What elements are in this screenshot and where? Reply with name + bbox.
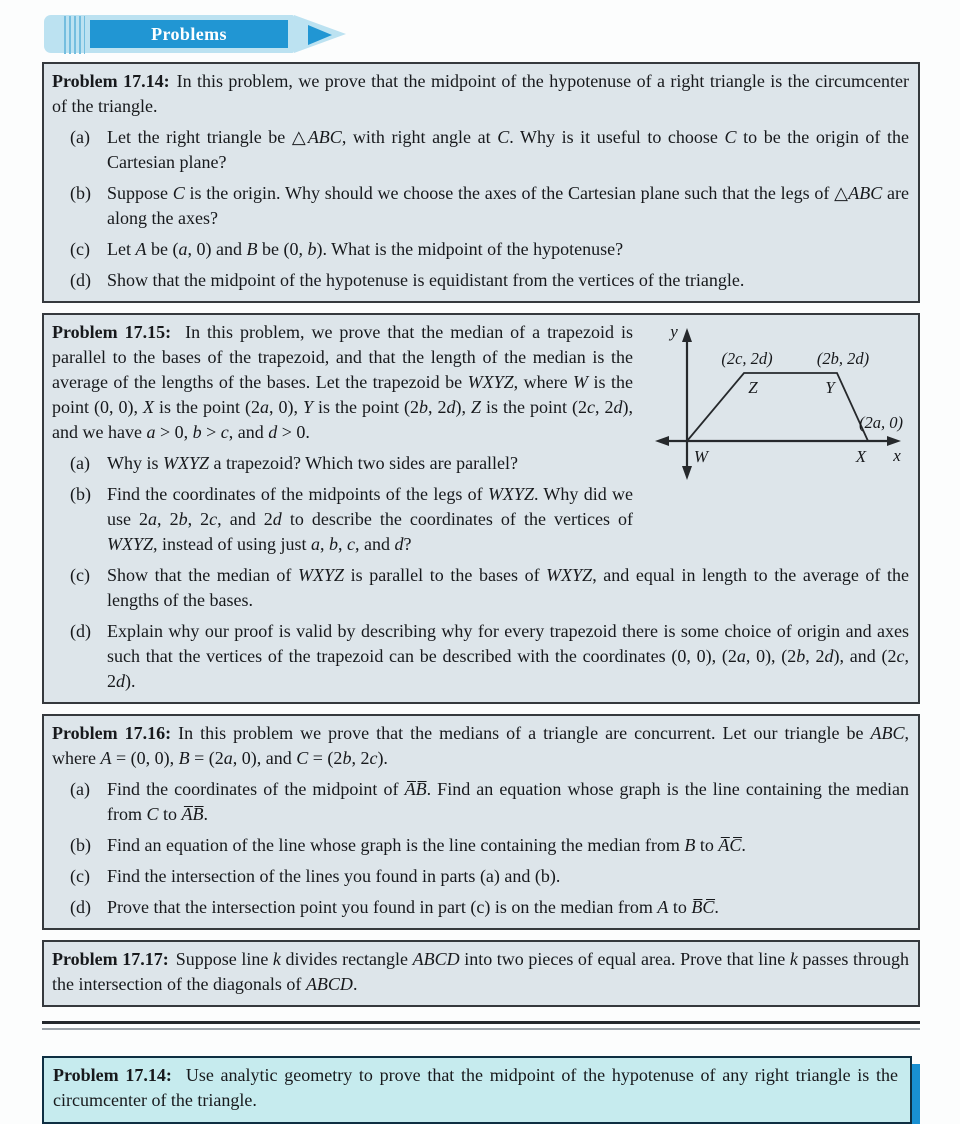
- coord-label-z: (2c, 2d): [721, 349, 773, 368]
- restatement-text: Use analytic geometry to prove that the midpoint of the hypotenuse of any right triangle is the circumcenter of the triangle.: [53, 1065, 898, 1110]
- part-label: (c): [70, 565, 90, 585]
- problem-part-b: [70, 181, 909, 231]
- problem-box-17-15: [42, 313, 920, 704]
- part-label: (d): [70, 621, 91, 641]
- problem-restatement-box: [42, 1056, 912, 1124]
- problem-intro-text: In this problem we prove that the medians of a triangle are concurrent. Let our triangle be ABC, where A = (0, 0), B = (2a, 0), and C = (2b, 2c).: [52, 723, 909, 768]
- part-text: Suppose C is the origin. Why should we choose the axes of the Cartesian plane such that the legs of △ABC are along the axes?: [107, 183, 909, 228]
- problem-part-c: [70, 864, 909, 889]
- part-text: Show that the midpoint of the hypotenuse is equidistant from the vertices of the triangle.: [107, 270, 745, 290]
- part-label: (d): [70, 897, 91, 917]
- problem-intro-text: In this problem, we prove that the median of a trapezoid is parallel to the bases of the trapezoid, and that the length of the median is the average of the lengths of the bases. Let the trapezoid be WXYZ, where W is the point (0, 0), X is the point (2a, 0), Y is the point (2b, 2d), Z is the point (2c, 2d), and we have a > 0, b > c, and d > 0.: [52, 322, 634, 442]
- problem-title: Problem 17.16:: [52, 723, 172, 743]
- y-axis-label: y: [670, 322, 678, 341]
- y-axis-up-arrow: [682, 328, 692, 342]
- vertex-label-x: X: [855, 447, 867, 466]
- part-text: Why is WXYZ a trapezoid? Which two sides are parallel?: [107, 453, 519, 473]
- y-axis-down-arrow: [682, 466, 692, 480]
- part-label: (a): [70, 127, 90, 147]
- problem-statement: [52, 721, 909, 771]
- part-text: Let A be (a, 0) and B be (0, b). What is the midpoint of the hypotenuse?: [107, 239, 624, 259]
- problem-part-a: [70, 777, 909, 827]
- part-text: Explain why our proof is valid by describing why for every trapezoid there is some choice of origin and axes such that the vertices of the trapezoid can be described with the coordinates (0, 0), (2a, 0), (2b, 2d), and (2c, 2d).: [107, 621, 909, 691]
- part-text: Find the coordinates of the midpoints of the legs of WXYZ. Why did we use 2a, 2b, 2c, and 2d to describe the coordinates of the vertices of WXYZ, instead of using just a, b, c, and d?: [107, 484, 634, 554]
- separator-rule-dark: [42, 1021, 920, 1024]
- problem-title: Problem 17.15:: [52, 322, 172, 342]
- problem-intro-text: Suppose line k divides rectangle ABCD into two pieces of equal area. Prove that line k passes through the intersection of the diagonals of ABCD.: [52, 949, 909, 994]
- part-label: (a): [70, 453, 90, 473]
- part-label: (c): [70, 866, 90, 886]
- part-text: Prove that the intersection point you found in part (c) is on the median from A to B̅C̅.: [107, 897, 719, 917]
- problem-part-d: [70, 619, 909, 694]
- coord-label-y: (2b, 2d): [816, 349, 870, 368]
- x-axis-left-arrow: [655, 436, 669, 446]
- part-text: Let the right triangle be △ABC, with right angle at C. Why is it useful to choose C to be the origin of the Cartesian plane?: [107, 127, 910, 172]
- trapezoid-diagram: [647, 320, 909, 485]
- pencil-tip-icon: [308, 25, 332, 45]
- pencil-stripes-icon: [61, 16, 85, 54]
- problem-part-c: [70, 563, 909, 613]
- part-text: Find the intersection of the lines you found in parts (a) and (b).: [107, 866, 561, 886]
- problem-box-17-17: [42, 940, 920, 1007]
- part-label: (b): [70, 484, 91, 504]
- part-label: (a): [70, 779, 90, 799]
- part-label: (c): [70, 239, 90, 259]
- problem-statement: [52, 69, 909, 119]
- x-axis-right-arrow: [887, 436, 901, 446]
- part-text: Find an equation of the line whose graph is the line containing the median from B to A̅C̅.: [107, 835, 746, 855]
- banner-label: Problems: [90, 20, 288, 48]
- vertex-label-z: Z: [748, 378, 758, 397]
- problems-banner: [44, 14, 394, 54]
- problem-box-17-14: [42, 62, 920, 303]
- problem-title: Problem 17.14:: [52, 71, 170, 91]
- problem-part-a: [70, 125, 909, 175]
- x-axis-label: x: [893, 446, 901, 465]
- problem-intro-text: In this problem, we prove that the midpoint of the hypotenuse of a right triangle is the circumcenter of the triangle.: [52, 71, 909, 116]
- part-label: (b): [70, 835, 91, 855]
- problem-part-d: [70, 895, 909, 920]
- coord-label-x: (2a, 0): [859, 413, 903, 432]
- part-text: Show that the median of WXYZ is parallel to the bases of WXYZ, and equal in length to the average of the lengths of the bases.: [107, 565, 909, 610]
- vertex-label-w: W: [693, 447, 709, 466]
- problem-part-b: [70, 833, 909, 858]
- problem-part-c: [70, 237, 909, 262]
- problem-title: Problem 17.17:: [52, 949, 169, 969]
- problem-part-a: [70, 451, 633, 476]
- separator-rule-light: [42, 1028, 920, 1030]
- problem-title: Problem 17.14:: [53, 1065, 172, 1085]
- problem-part-d: [70, 268, 909, 293]
- trapezoid-wxyz-outline: [687, 373, 868, 441]
- problem-statement: [52, 947, 909, 997]
- problem-box-17-16: [42, 714, 920, 930]
- problem-part-b: [70, 482, 633, 557]
- part-label: (d): [70, 270, 91, 290]
- part-text: Find the coordinates of the midpoint of A̅B̅. Find an equation whose graph is the line containing the median from C to A̅B̅.: [107, 779, 909, 824]
- vertex-label-y: Y: [825, 378, 835, 397]
- part-label: (b): [70, 183, 91, 203]
